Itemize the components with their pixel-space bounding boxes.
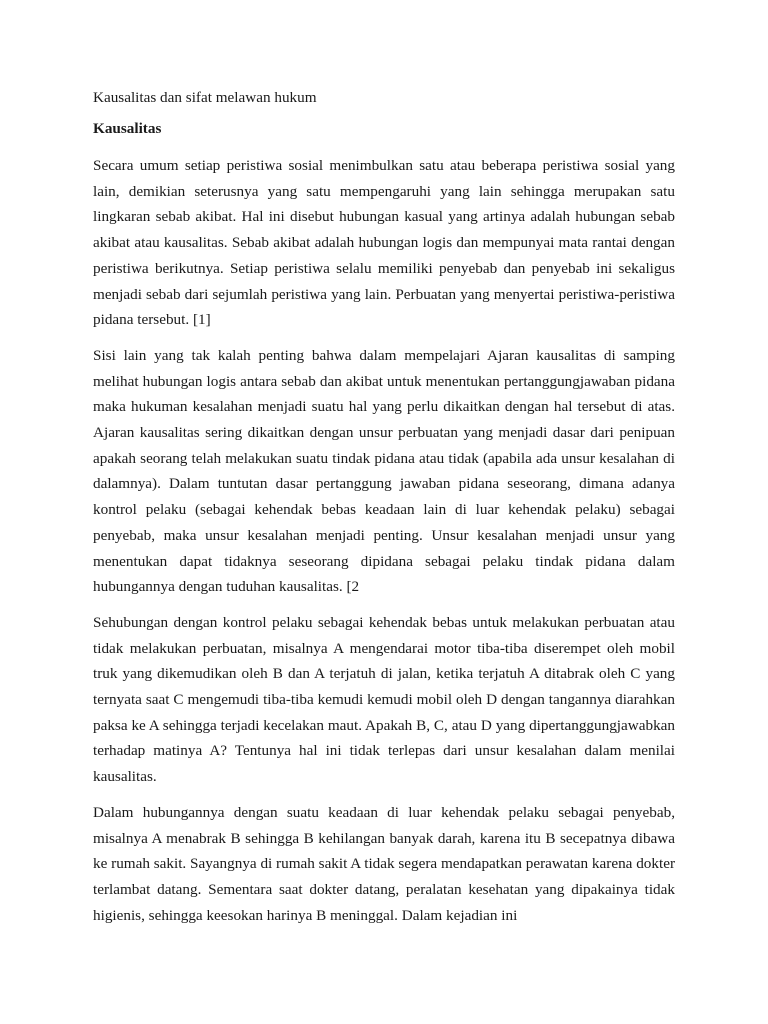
document-body xyxy=(93,88,675,928)
document-title: Kausalitas dan sifat melawan hukum xyxy=(93,89,317,106)
paragraph-3: Sehubungan dengan kontrol pelaku sebagai kehendak bebas untuk melakukan perbuatan atau tidak melakukan perbuatan, misalnya A mengendarai motor tiba-tiba diserempet oleh mobil truk yang dikemudikan oleh B dan A terjatuh di jalan, ketika terjatuh A ditabrak oleh C yang ternyata saat C mengemudi tiba-tiba kemudi kemudi mobil oleh D dengan tangannya diarahkan paksa ke A sehingga terjadi kecelakan maut. Apakah B, C, atau D yang dipertanggungjawabkan terhadap matinya A? Tentunya hal ini tidak terlepas dari unsur kesalahan dalam menilai kausalitas. xyxy=(93,613,675,786)
paragraph-1: Secara umum setiap peristiwa sosial menimbulkan satu atau beberapa peristiwa sosial yang lain, demikian seterusnya yang satu mempengaruhi yang lain sehingga merupakan satu lingkaran sebab akibat. Hal ini disebut hubungan kasual yang artinya adalah hubungan sebab akibat atau kausalitas. Sebab akibat adalah hubungan logis dan mempunyai mata rantai dengan peristiwa berikutnya. Setiap peristiwa selalu memiliki penyebab dan penyebab ini sekaligus menjadi sebab dari sejumlah peristiwa yang lain. Perbuatan yang menyertai peristiwa-peristiwa pidana tersebut. [1] xyxy=(93,157,675,329)
section-heading: Kausalitas xyxy=(93,120,162,137)
paragraph-2: Sisi lain yang tak kalah penting bahwa dalam mempelajari Ajaran kausalitas di samping melihat hubungan logis antara sebab dan akibat untuk menentukan pertanggungjawaban pidana maka hukuman kesalahan menjadi suatu hal yang perlu dikaitkan dengan hal tersebut di atas. Ajaran kausalitas sering dikaitkan dengan unsur perbuatan yang menjadi dasar dari penipuan apakah seorang telah melakukan suatu tindak pidana atau tidak (apabila ada unsur kesalahan di dalamnya). Dalam tuntutan dasar pertanggung jawaban pidana seseorang, dimana adanya kontrol pelaku (sebagai kehendak bebas keadaan lain di luar kehendak pelaku) sebagai penyebab, maka unsur kesalahan menjadi penting. Unsur kesalahan menjadi unsur yang menentukan dapat tidaknya seseorang dipidana sebagai pelaku tindak pidana dalam hubungannya dengan tuduhan kausalitas. [2 xyxy=(93,346,675,596)
paragraph-4: Dalam hubungannya dengan suatu keadaan di luar kehendak pelaku sebagai penyebab, misalnya A menabrak B sehingga B kehilangan banyak darah, karena itu B secepatnya dibawa ke rumah sakit. Sayangnya di rumah sakit A tidak segera mendapatkan perawatan karena dokter terlambat datang. Sementara saat dokter datang, peralatan kesehatan yang dipakainya tidak higienis, sehingga keesokan harinya B meninggal. Dalam kejadian ini xyxy=(93,803,675,924)
